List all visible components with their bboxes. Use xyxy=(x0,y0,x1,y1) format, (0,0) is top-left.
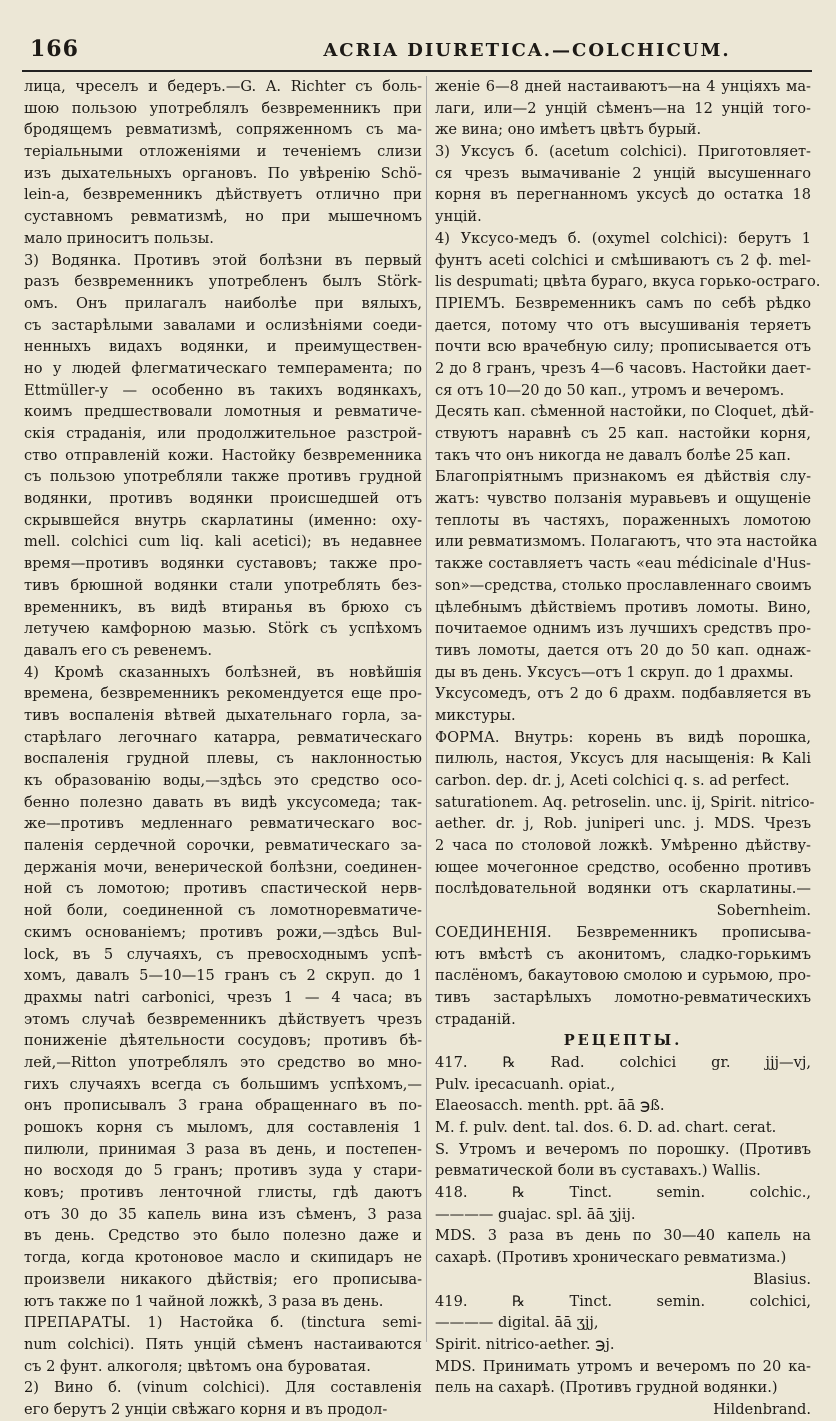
left-column-line: съ застарѣлыми завалами и ослизѣніями соеди- xyxy=(24,316,422,334)
left-column-line: lein-а, безвременникъ дѣйствуетъ отлично при xyxy=(24,186,422,204)
left-column-line: тивъ брюшной водянки стали употреблять без- xyxy=(24,576,422,594)
right-column-line: лаги, или—2 унцій сѣменъ—на 12 унцій того- xyxy=(435,99,811,117)
right-column-line: почитаемое однимъ изъ лучшихъ средствъ про- xyxy=(435,620,811,638)
left-column-line: тивъ воспаленія вѣтвей дыхательнаго горла, за- xyxy=(24,706,422,724)
header-rule xyxy=(22,70,812,72)
left-column-line: съ 2 фунт. алкоголя; цвѣтомъ она буроватая. xyxy=(24,1357,371,1375)
right-column-line: ———— guajac. spl. āā ʒjij. xyxy=(435,1205,636,1223)
right-column-line: паслёномъ, бакаутовою смолою и сурьмою, про- xyxy=(435,967,811,985)
right-column xyxy=(435,76,821,1418)
left-column-line: давалъ его съ ревенемъ. xyxy=(24,641,213,659)
left-column-line: скрывшейся внутрь скарлатины (именно: оху- xyxy=(24,511,422,529)
page-number: 166 xyxy=(30,36,79,62)
right-column-line: 418. ℞ Tinct. semin. colchic., xyxy=(435,1184,811,1202)
right-column-line: РЕЦЕПТЫ. xyxy=(563,1032,683,1050)
right-column-line: дается, потому что отъ высушиванія теряетъ xyxy=(435,316,811,334)
left-column-line: произвели никакого дѣйствія; его прописыва- xyxy=(24,1270,422,1288)
right-column-line: пилюль, настоя, Уксусъ для насыщенія: ℞ Kali xyxy=(435,750,811,768)
right-column-line: унцій. xyxy=(435,208,482,226)
left-column-line: держанія мочи, венерической болѣзни, соединен- xyxy=(24,858,422,876)
right-column-line: цѣлебнымъ дѣйствіемъ противъ ломоты. Вино, xyxy=(435,598,811,616)
left-column-line: ПРЕПАРАТЫ. 1) Настойка б. (tinctura semi- xyxy=(24,1314,422,1332)
left-column-line: къ образованію воды,—здѣсь это средство осо- xyxy=(24,772,422,789)
right-column-line: женіе 6—8 дней настаиваютъ—на 4 унціяхъ ма- xyxy=(435,78,811,95)
left-column-line: омъ. Онъ прилагалъ наиболѣе при вялыхъ, xyxy=(24,294,422,312)
right-column-line: 419. ℞ Tinct. semin. colchici, xyxy=(435,1292,811,1310)
left-column-line: съ пользою употребляли также противъ грудной xyxy=(24,468,422,486)
right-column-line: 2 часа по столовой ложкѣ. Умѣренно дѣйству- xyxy=(435,837,811,855)
left-column-line: бенно полезно давать въ видѣ уксусомеда; так- xyxy=(24,793,422,811)
left-column-line: лица, чреселъ и бедеръ.—G. A. Richter съ боль- xyxy=(24,78,422,95)
left-column-line: драхмы natri carbonici, чрезъ 1 — 4 часа; въ xyxy=(24,988,422,1006)
right-column-line: тивъ ломоты, дается отъ 20 до 50 кап. однаж- xyxy=(435,641,811,659)
right-column-line: son»—средства, столько прославленнаго своимъ xyxy=(435,576,812,594)
right-column-line: ФОРМА. Внутрь: корень въ видѣ порошка, xyxy=(435,728,811,746)
left-column-line: но восходя до 5 гранъ; противъ зуда у стари- xyxy=(24,1162,422,1180)
left-column-line: 2) Вино б. (vinum colchici). Для составленія xyxy=(24,1379,422,1397)
left-column-line: шою пользою употреблялъ безвременникъ при xyxy=(24,99,422,117)
right-column-line: ды въ день. Уксусъ—отъ 1 скруп. до 1 драхмы. xyxy=(435,663,794,681)
left-column-line: отъ 30 до 35 капель вина изъ сѣменъ, 3 раза xyxy=(24,1205,422,1223)
right-column-line: 4) Уксусо-медъ б. (oxymel colchici): берутъ 1 xyxy=(435,229,811,247)
right-column-line: Уксусомедъ, отъ 2 до 6 драхм. подбавляется въ xyxy=(435,685,811,703)
right-column-line: 2 до 8 гранъ, чрезъ 4—6 часовъ. Настойки дает- xyxy=(435,359,811,377)
left-column-line: 4) Кромѣ сказанныхъ болѣзней, въ новѣйшія xyxy=(24,663,422,681)
left-column-line: ковъ; противъ ленточной глисты, гдѣ даютъ xyxy=(24,1184,422,1202)
right-column-line: ПРІЕМЪ. Безвременникъ самъ по себѣ рѣдко xyxy=(435,294,811,312)
left-column-line: время—противъ водянки суставовъ; также про- xyxy=(24,555,422,573)
left-column-line: ной съ ломотою; противъ спастической нерв- xyxy=(24,880,422,898)
right-column-line: страданій. xyxy=(435,1010,516,1028)
right-column-line: carbon. dep. dr. j, Aceti colchici q. s. ad perfect. xyxy=(435,772,790,789)
left-column-line: паленія сердечной сорочки, ревматическаго за- xyxy=(24,837,422,855)
right-column-line: Hildenbrand. xyxy=(713,1400,811,1418)
left-column-line: въ день. Средство это было полезно даже и xyxy=(24,1227,422,1245)
right-column-line: фунтъ aceti colchici и смѣшиваютъ съ 2 ф. mel- xyxy=(435,251,811,269)
left-column-line: но у людей флегматическаго темперамента; по xyxy=(24,359,422,377)
right-column-line: ревматической боли въ суставахъ.) Wallis. xyxy=(435,1162,761,1180)
right-column-line: корня въ перегнанномъ уксусѣ до остатка 18 xyxy=(435,186,811,204)
left-column-line: его берутъ 2 унціи свѣжаго корня и въ продол- xyxy=(24,1400,388,1418)
right-column-line: aether. dr. j, Rob. juniperi unc. j. MDS. Чрезъ xyxy=(435,815,811,833)
right-column-line: пель на сахарѣ. (Противъ грудной водянки.) xyxy=(435,1379,778,1397)
left-column-line: бродящемъ ревматизмѣ, сопряженномъ съ ма- xyxy=(24,121,422,139)
left-column-line: скія страданія, или продолжительное разстрой- xyxy=(24,425,422,442)
right-column-line: теплоты въ частяхъ, пораженныхъ ломотою xyxy=(435,511,811,529)
left-column-line: лей,—Ritton употреблялъ это средство во мно- xyxy=(24,1053,422,1071)
left-column-line: ство отправленій кожи. Настойку безвременника xyxy=(24,446,422,464)
left-column-line: пониженіе дѣятельности сосудовъ; противъ бѣ- xyxy=(24,1032,422,1050)
text-columns xyxy=(22,76,821,1418)
right-column-line: такъ что онъ никогда не давалъ болѣе 25 кап. xyxy=(435,446,791,464)
right-column-line: 417. ℞ Rad. colchici gr. jjj—vj, xyxy=(435,1053,811,1071)
left-column-line: lock, въ 5 случаяхъ, съ превосходнымъ успѣ- xyxy=(24,945,422,963)
left-column-line: гихъ случаяхъ всегда съ большимъ успѣхомъ,— xyxy=(24,1075,422,1093)
left-column xyxy=(24,76,422,1418)
right-column-line: 3) Уксусъ б. (acetum colchici). Приготовляет- xyxy=(435,143,811,161)
left-column-line: старѣлаго легочнаго катарра, ревматическаго xyxy=(24,728,422,746)
left-column-line: времена, безвременникъ рекомендуется еще про- xyxy=(24,685,422,703)
right-column-line: ющее мочегонное средство, особенно противъ xyxy=(435,858,811,876)
left-column-line: же—противъ медленнаго ревматическаго вос- xyxy=(24,815,422,833)
right-column-line: MDS. Принимать утромъ и вечеромъ по 20 ка- xyxy=(435,1357,811,1375)
right-column-line: Elaeosacch. menth. ppt. āā ℈ß. xyxy=(435,1097,665,1115)
left-column-line: mell. colchici cum liq. kali acetici); въ недавнее xyxy=(24,533,422,551)
right-column-line: послѣдовательной водянки отъ скарлатины.— xyxy=(435,880,811,898)
left-column-line: тогда, когда кротоновое масло и скипидаръ не xyxy=(24,1249,422,1267)
right-column-line: Blasius. xyxy=(753,1270,811,1288)
left-column-line: теріальными отложеніями и теченіемъ слизи xyxy=(24,143,422,161)
right-column-line: ———— digital. āā ʒjj, xyxy=(435,1314,599,1332)
left-column-line: пилюли, принимая 3 раза въ день, и постепен- xyxy=(24,1140,422,1158)
left-column-line: онъ прописывалъ 3 грана обращеннаго въ по- xyxy=(24,1097,422,1115)
right-column-line: M. f. pulv. dent. tal. dos. 6. D. ad. chart. cerat. xyxy=(435,1119,777,1136)
left-column-line: водянки, противъ водянки происшедшей отъ xyxy=(24,490,422,508)
right-column-line: Spirit. nitrico-aether. ℈j. xyxy=(435,1335,615,1353)
left-column-line: временникъ, въ видѣ втиранья въ брюхо съ xyxy=(24,598,422,616)
right-column-line: почти всю врачебную силу; прописывается отъ xyxy=(435,338,811,356)
left-column-line: этомъ случаѣ безвременникъ дѣйствуетъ чрезъ xyxy=(24,1010,422,1028)
right-column-line: жатъ: чувство ползанія муравьевъ и ощущеніе xyxy=(435,490,811,508)
left-column-line: num colchici). Пять унцій сѣменъ настаиваются xyxy=(24,1335,422,1353)
right-column-line: или ревматизмомъ. Полагаютъ, что эта настойка xyxy=(435,533,818,551)
left-column-line: летучею камфорною мазью. Störk съ успѣхомъ xyxy=(24,620,422,638)
left-column-line: коимъ предшествовали ломотныя и ревматиче- xyxy=(24,403,422,421)
page-header xyxy=(22,36,812,66)
right-column-line: saturationem. Aq. petroselin. unc. ij, Spirit. nitrico- xyxy=(435,793,815,811)
column-divider xyxy=(426,76,427,1342)
left-column-line: разъ безвременникъ употребленъ былъ Störk- xyxy=(24,273,422,291)
right-column-line: ствуютъ наравнѣ съ 25 кап. настойки корня, xyxy=(435,425,811,442)
right-column-line: тивъ застарѣлыхъ ломотно-ревматическихъ xyxy=(435,988,811,1006)
right-column-line: сахарѣ. (Противъ хроническаго ревматизма.) xyxy=(435,1249,787,1267)
right-column-line: ся чрезъ вымачиваніе 2 унцій высушеннаго xyxy=(435,164,811,182)
right-column-line: Pulv. ipecacuanh. opiat., xyxy=(435,1075,616,1093)
right-column-line: Десять кап. сѣменной настойки, по Cloquet, дѣй- xyxy=(435,403,814,421)
left-column-line: скимъ основаніемъ; противъ рожи,—здѣсь Bul- xyxy=(24,923,422,941)
left-column-line: изъ дыхательныхъ органовъ. По увѣренію Schö- xyxy=(24,164,422,182)
right-column-line: MDS. 3 раза въ день по 30—40 капель на xyxy=(435,1227,811,1245)
right-column-line: Благопріятнымъ признакомъ ея дѣйствія слу- xyxy=(435,468,811,486)
right-column-line: ютъ вмѣстѣ съ аконитомъ, сладко-горькимъ xyxy=(435,945,811,963)
left-column-line: хомъ, давалъ 5—10—15 гранъ съ 2 скруп. до 1 xyxy=(24,967,422,985)
right-column-line: ся отъ 10—20 до 50 кап., утромъ и вечеромъ. xyxy=(435,381,785,399)
right-column-line: же вина; оно имѣетъ цвѣтъ бурый. xyxy=(435,121,702,139)
right-column-line: также составляетъ часть «eau médicinale d'Hus- xyxy=(435,555,811,573)
right-column-line: СОЕДИНЕНІЯ. Безвременникъ прописыва- xyxy=(435,923,811,941)
left-column-line: ненныхъ видахъ водянки, и преимуществен- xyxy=(24,338,422,356)
left-column-line: ютъ также по 1 чайной ложкѣ, 3 раза въ день. xyxy=(24,1292,384,1310)
left-column-line: ной боли, соединенной съ ломотноревматиче- xyxy=(24,902,422,920)
right-column-line: S. Утромъ и вечеромъ по порошку. (Противъ xyxy=(435,1140,811,1158)
right-column-line: lis despumati; цвѣта бураго, вкуса горько-остраго. xyxy=(435,273,821,291)
right-column-line: Sobernheim. xyxy=(716,902,811,920)
left-column-line: воспаленія грудной плевы, съ наклонностью xyxy=(24,750,422,768)
left-column-line: мало приноситъ пользы. xyxy=(24,229,214,247)
left-column-line: 3) Водянка. Противъ этой болѣзни въ первый xyxy=(24,251,422,269)
left-column-line: Ettmüller-у — особенно въ такихъ водянкахъ, xyxy=(24,381,422,399)
left-column-line: рошокъ корня съ мыломъ, для составленія 1 xyxy=(24,1119,422,1136)
running-title: ACRIA DIURETICA.—COLCHICUM. xyxy=(323,40,731,61)
left-column-line: суставномъ ревматизмѣ, но при мышечномъ xyxy=(24,208,422,226)
right-column-line: микстуры. xyxy=(435,706,516,724)
